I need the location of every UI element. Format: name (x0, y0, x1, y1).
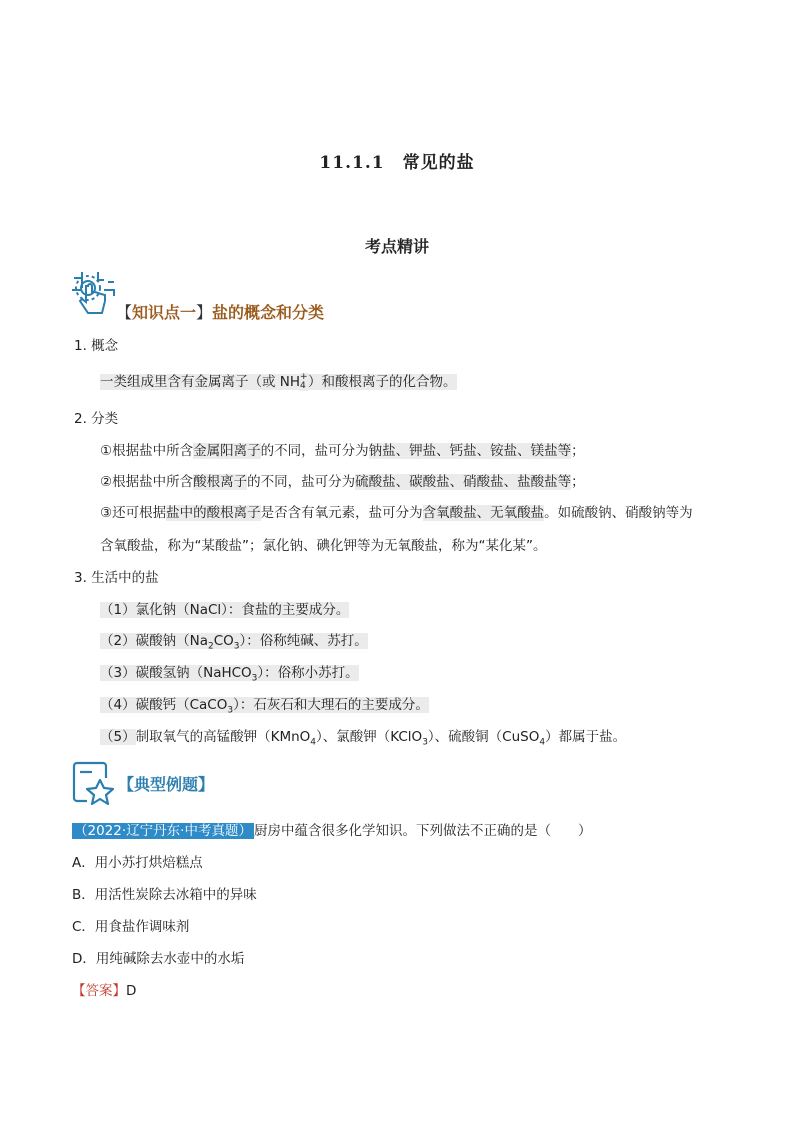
classification-line-2: ②根据盐中所含酸根离子的不同，盐可分为硫酸盐、碳酸盐、硝酸盐、盐酸盐等； (100, 474, 585, 490)
page-subtitle: 考点精讲 (364, 237, 429, 256)
star-card-icon (70, 760, 116, 806)
section-knowledge-heading: 【知识点一】盐的概念和分类 (116, 303, 325, 322)
classification-line-4: 含氧酸盐，称为“某酸盐”；氯化钠、碘化钾等为无氧酸盐，称为“某化某”。 (100, 538, 547, 554)
life-salt-item-2: （2）碳酸钠$(Na_2CO_3)$：俗称纯碱、苏打。 (100, 633, 368, 652)
life-salts-heading: 3. 生活中的盐 (74, 570, 159, 586)
classification-line-3: ③还可根据盐中的酸根离子是否含有氧元素，盐可分为含氧酸盐、无氧酸盐。如硫酸钠、硝酸钠等为 (100, 505, 693, 521)
classification-heading: 2. 分类 (74, 411, 119, 427)
source-tag: （2022·辽宁丹东·中考真题） (74, 823, 252, 839)
example-question: （2022·辽宁丹东·中考真题） 厨房中蕴含很多化学知识。下列做法不正确的是（ ） (74, 823, 592, 839)
touch-hand-icon (68, 268, 120, 320)
page-title: 11.1.1 常见的盐 (319, 153, 475, 173)
answer (72, 981, 136, 1001)
life-salt-item-5: （5）制取氧气的高锰酸钾（KMnO$_4$）、氯酸钾（KClO$_3$）、硫酸铜（CuSO$_4$）都属于盐。 (100, 729, 627, 748)
life-salt-item-1: （1）氯化钠（NaCl）：食盐的主要成分。 (100, 602, 350, 618)
concept-text: 一类组成里含有金属离子（或 NH + 4 ）和酸根离子的化合物。 (100, 372, 457, 391)
option-b: B．用活性炭除去冰箱中的异味 (72, 887, 257, 903)
answer-value: D (126, 983, 137, 999)
life-salt-item-3: （3）碳酸氢钠（NaHCO$_3$）：俗称小苏打。 (100, 665, 359, 684)
option-a: A．用小苏打烘焙糕点 (72, 855, 203, 871)
answer-label: 【答案】 (72, 983, 126, 999)
section-examples-heading: 【典型例题】 (118, 775, 215, 794)
life-salt-item-4: （4）碳酸钙（CaCO$_3$）：石灰石和大理石的主要成分。 (100, 697, 429, 716)
classification-line-1: ①根据盐中所含金属阳离子的不同，盐可分为钠盐、钾盐、钙盐、铵盐、镁盐等； (100, 443, 585, 459)
option-c: C．用食盐作调味剂 (72, 919, 190, 935)
option-d: D．用纯碱除去水壶中的水垢 (72, 951, 245, 967)
concept-heading: 1. 概念 (74, 338, 119, 354)
